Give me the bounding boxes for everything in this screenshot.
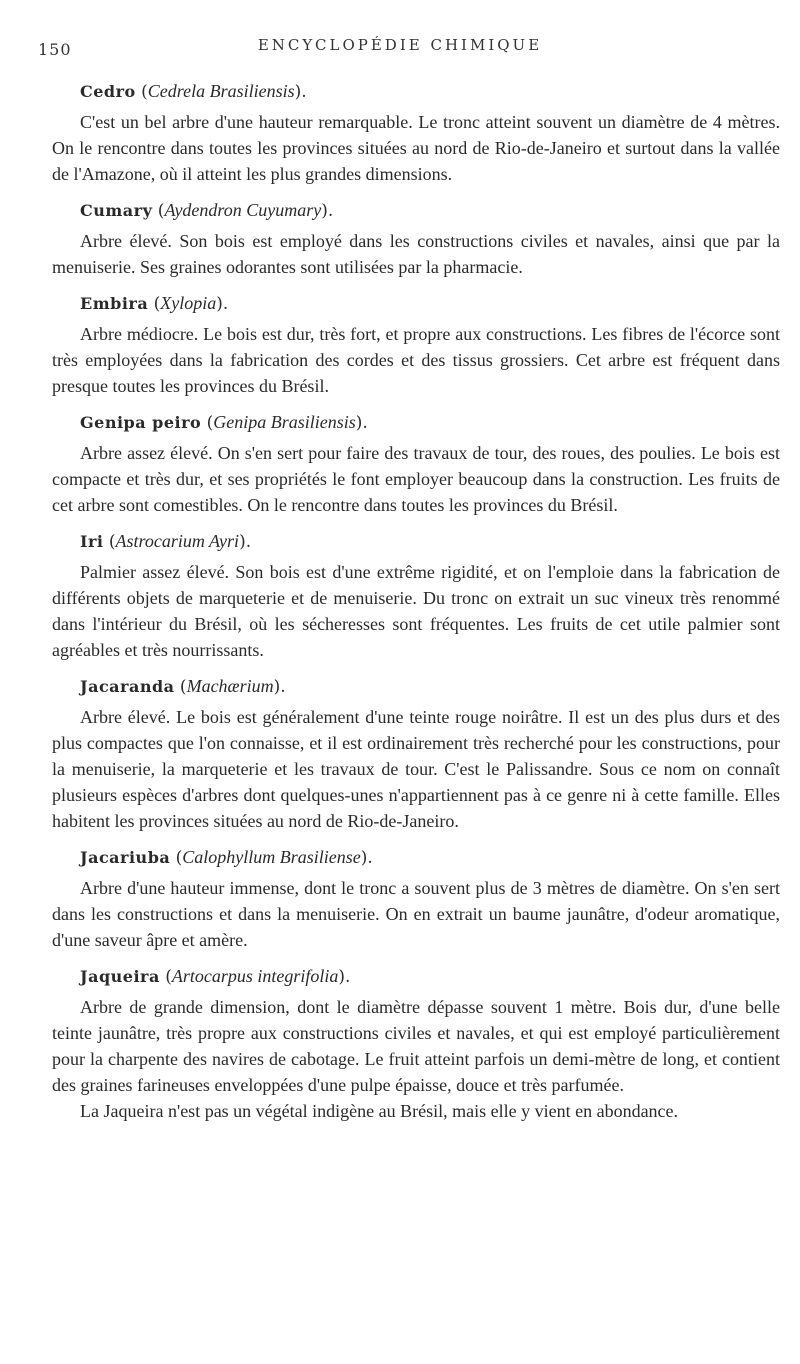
entry-latin-name: Aydendron Cuyumary (164, 200, 322, 220)
entry-heading: Genipa peiro (Genipa Brasiliensis). (80, 412, 368, 433)
running-title: ENCYCLOPÉDIE CHIMIQUE (257, 36, 543, 54)
entries-list (52, 78, 780, 1134)
entry-name: Genipa peiro (80, 413, 202, 432)
entry-paragraph: Arbre de grande dimension, dont le diamètre dépasse souvent 1 mètre. Bois dur, d'une belle teinte jaunâtre, très propre aux constructions civiles et navales, et qui est employé particulièrement pour la charpente des navires de cabotage. Le fruit atteint parfois un demi-mètre de long, et contient des graines farineuses enveloppées d'une pulpe épaisse, douce et très parfumée. (52, 997, 780, 1095)
entry-paragraph: Palmier assez élevé. Son bois est d'une extrême rigidité, et on l'emploie dans la fabrication de différents objets de marqueterie et de menuiserie. Du tronc on extrait un suc vineux très renommé dans l'intérieur du Brésil, où les sécheresses sont fréquentes. Les fruits de cet utile palmier sont agréables et très nourrissants. (52, 562, 780, 660)
entry-heading: Cumary (Aydendron Cuyumary). (80, 200, 334, 221)
entry-heading: Jacaranda (Machærium). (80, 676, 286, 697)
entry-latin-name: Machærium (186, 676, 274, 696)
entry-paragraph: Arbre élevé. Le bois est généralement d'une teinte rouge noirâtre. Il est un des plus durs et des plus compactes que l'on connaisse, et il est ordinairement très recherché pour les constructions, pour la menuiserie, la marqueterie et les travaux de tour. C'est le Palissandre. Sous ce nom on connaît plusieurs espèces d'arbres dont quelques-unes n'appartiennent pas à ce genre ni à cette famille. Elles habitent les provinces situées au nord de Rio-de-Janeiro. (52, 707, 780, 831)
entry-jacaranda (52, 673, 780, 834)
entry-name: Embira (80, 294, 149, 313)
entry-iri (52, 528, 780, 663)
entry-latin-name: Xylopia (160, 293, 217, 313)
entry-heading: Iri (Astrocarium Ayri). (80, 531, 252, 552)
entry-jaqueira (52, 963, 780, 1124)
entry-latin-name: Cedrela Brasiliensis (147, 81, 295, 101)
entry-heading: Jacariuba (Calophyllum Brasiliense). (80, 847, 373, 868)
entry-genipa-peiro (52, 409, 780, 518)
entry-name: Jaqueira (80, 967, 160, 986)
entry-jacariuba (52, 844, 780, 953)
entry-name: Cedro (80, 82, 136, 101)
entry-name: Jacaranda (80, 677, 175, 696)
entry-paragraph: La Jaqueira n'est pas un végétal indigène au Brésil, mais elle y vient en abondance. (80, 1101, 679, 1121)
entry-paragraph: Arbre d'une hauteur immense, dont le tronc a souvent plus de 3 mètres de diamètre. On s'en sert dans les constructions et dans la menuiserie. On en extrait un baume jaunâtre, d'odeur aromatique, d'une saveur âpre et amère. (52, 878, 780, 950)
entry-name: Iri (80, 532, 104, 551)
entry-latin-name: Artocarpus integrifolia (171, 966, 339, 986)
entry-cumary (52, 197, 780, 280)
entry-name: Jacariuba (80, 848, 171, 867)
entry-paragraph: Arbre élevé. Son bois est employé dans les constructions civiles et navales, ainsi que par la menuiserie. Ses graines odorantes sont utilisées par la pharmacie. (52, 231, 780, 277)
entry-name: Cumary (80, 201, 153, 220)
entry-heading: Jaqueira (Artocarpus integrifolia). (80, 966, 351, 987)
entry-paragraph: C'est un bel arbre d'une hauteur remarquable. Le tronc atteint souvent un diamètre de 4 mètres. On le rencontre dans toutes les provinces situées au nord de Rio-de-Janeiro et surtout dans la vallée de l'Amazone, où il atteint les plus grandes dimensions. (52, 112, 780, 184)
running-header (0, 34, 800, 64)
page-number: 150 (38, 40, 72, 59)
entry-latin-name: Astrocarium Ayri (115, 531, 240, 551)
entry-paragraph: Arbre médiocre. Le bois est dur, très fort, et propre aux constructions. Les fibres de l'écorce sont très employées dans la fabrication des cordes et des tissus grossiers. Cet arbre est fréquent dans presque toutes les provinces du Brésil. (52, 324, 780, 396)
entry-paragraph: Arbre assez élevé. On s'en sert pour faire des travaux de tour, des roues, des poulies. Le bois est compacte et très dur, et ses propriétés le font employer beaucoup dans la construction. Les fruits de cet arbre sont comestibles. On le rencontre dans toutes les provinces du Brésil. (52, 443, 780, 515)
entry-cedro (52, 78, 780, 187)
entry-embira (52, 290, 780, 399)
entry-latin-name: Genipa Brasiliensis (213, 412, 356, 432)
entry-heading: Cedro (Cedrela Brasiliensis). (80, 81, 307, 102)
entry-heading: Embira (Xylopia). (80, 293, 229, 314)
entry-latin-name: Calophyllum Brasiliense (182, 847, 361, 867)
